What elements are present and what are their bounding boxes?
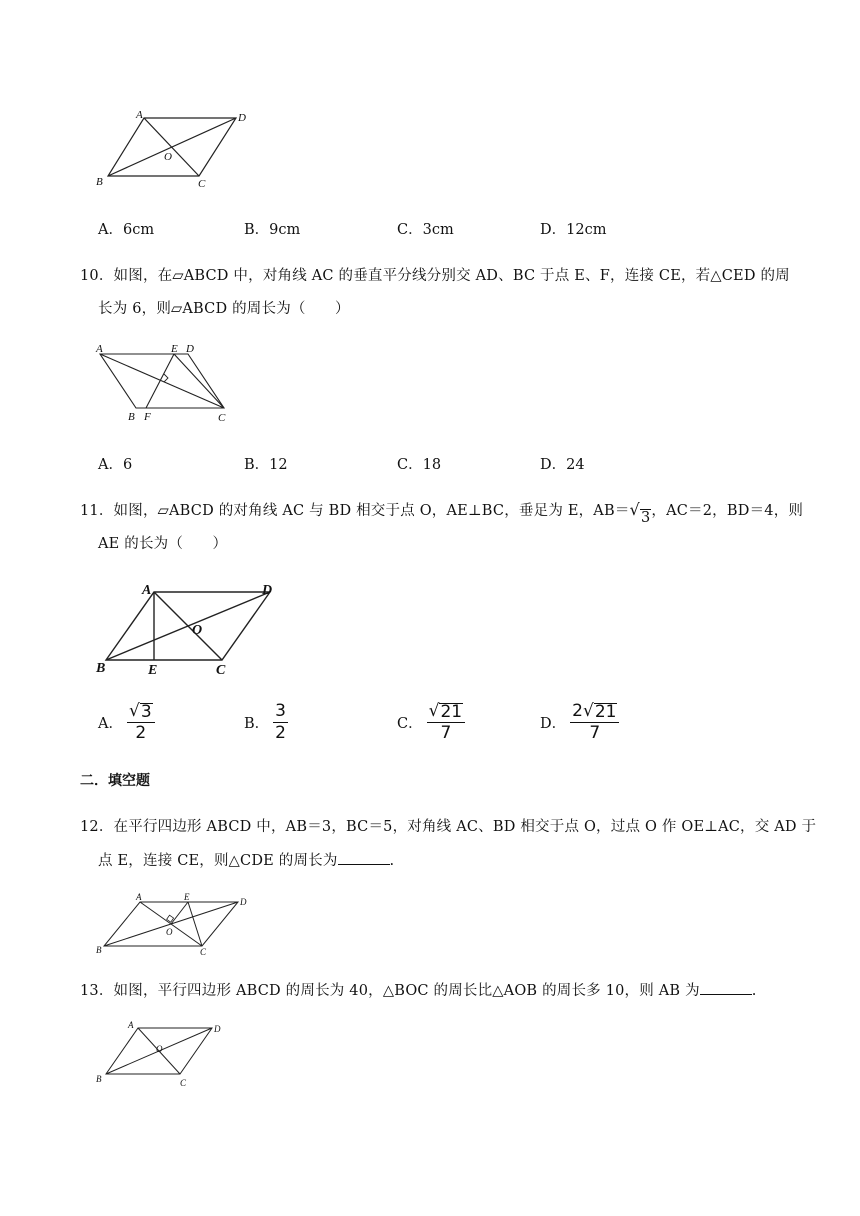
q10-label-f: F: [144, 411, 151, 423]
q13-stem-line1: [80, 974, 757, 1008]
q10-label-e: E: [171, 343, 178, 355]
q11-stem-line1: [80, 493, 803, 528]
q11-label-o: O: [192, 623, 203, 638]
q9-label-d: D: [238, 112, 246, 124]
q13-answer-blank[interactable]: [700, 980, 752, 995]
q12-stem-text: 点 E，连接 CE，则△CDE 的周长为: [98, 853, 338, 869]
q9-label-a: A: [136, 109, 143, 121]
q11-stem-text-1: 11．如图，▱ABCD 的对角线 AC 与 BD 相交于点 O，AE⊥BC，垂足为 E，AB＝: [80, 503, 630, 519]
q9-option-a[interactable]: A．6cm: [98, 222, 155, 238]
q10-option-c[interactable]: C．18: [397, 457, 442, 473]
q13-label-o: O: [156, 1044, 163, 1054]
q11-option-a-fraction: √ 3 2: [127, 702, 155, 743]
q11-figure: [92, 578, 282, 678]
q11-label-b: B: [96, 661, 106, 676]
q13-label-b: B: [96, 1074, 102, 1084]
q10-option-d[interactable]: D．24: [540, 457, 585, 473]
q12-answer-blank[interactable]: [338, 850, 390, 865]
q12-label-b: B: [96, 945, 102, 955]
q11-label-c: C: [216, 663, 226, 678]
q13-label-d: D: [214, 1024, 221, 1034]
q11-option-a[interactable]: [98, 702, 155, 743]
q12-label-d: D: [240, 897, 247, 907]
q11-option-d-numerator: 21: [594, 702, 617, 722]
q11-option-d-fraction: 2 √ 21 7: [570, 702, 619, 743]
q11-option-c-fraction: √ 21 7: [427, 702, 465, 743]
q11-option-a-letter: A．: [98, 716, 123, 732]
q11-label-e: E: [148, 663, 158, 678]
q12-stem-line1: 12．在平行四边形 ABCD 中，AB＝3，BC＝5，对角线 AC、BD 相交于点 O，过点 O 作 OE⊥AC，交 AD 于: [80, 819, 817, 835]
q11-option-a-numerator: 3: [140, 702, 152, 722]
q9-label-o: O: [164, 151, 172, 163]
q9-label-c: C: [198, 178, 206, 190]
q11-label-a: A: [142, 583, 152, 598]
q9-option-d[interactable]: D．12cm: [540, 222, 607, 238]
q11-option-b-denominator: 2: [275, 723, 286, 743]
q10-label-c: C: [218, 412, 226, 424]
q11-stem-line2: AE 的长为（ ）: [98, 536, 228, 552]
section-title: 二．填空题: [80, 773, 150, 789]
q12-stem-end: .: [389, 853, 395, 869]
q10-stem-line2: 长为 6，则▱ABCD 的周长为（ ）: [98, 301, 350, 317]
q13-label-a: A: [128, 1020, 134, 1030]
q9-label-b: B: [96, 176, 103, 188]
q11-option-d-denominator: 7: [589, 723, 601, 743]
q10-option-b[interactable]: B．12: [244, 457, 288, 473]
q12-label-c: C: [200, 947, 207, 957]
q10-label-a: A: [96, 343, 103, 355]
q11-option-d[interactable]: [540, 702, 619, 743]
q13-stem-end: .: [751, 983, 757, 999]
q9-option-c[interactable]: C．3cm: [397, 222, 454, 238]
q10-label-b: B: [128, 411, 135, 423]
q12-label-o: O: [166, 927, 173, 937]
q11-option-c-denominator: 7: [440, 723, 452, 743]
q13-stem-text: 13．如图，平行四边形 ABCD 的周长为 40，△BOC 的周长比△AOB 的周长多 10，则 AB 为: [80, 983, 700, 999]
q11-stem-text-2: ，AC＝2，BD＝4，则: [651, 503, 804, 519]
q13-figure: [92, 1016, 232, 1092]
q11-option-b[interactable]: [244, 702, 288, 743]
q10-stem-line1: 10．如图，在▱ABCD 中，对角线 AC 的垂直平分线分别交 AD、BC 于点 E、F，连接 CE，若△CED 的周: [80, 268, 790, 284]
q12-stem-line2: [98, 844, 394, 878]
q11-sqrt: √ 3: [629, 500, 651, 526]
q9-figure: [92, 104, 262, 194]
q11-sqrt-value: 3: [640, 510, 651, 526]
q9-option-b[interactable]: B．9cm: [244, 222, 301, 238]
q11-option-c-numerator: 21: [440, 702, 463, 722]
q11-option-a-denominator: 2: [135, 723, 147, 743]
q12-label-a: A: [136, 892, 142, 902]
q11-option-d-coefficient: 2: [572, 701, 583, 721]
q11-option-b-fraction: [273, 702, 288, 743]
q11-label-d: D: [262, 583, 273, 598]
q10-option-a[interactable]: A．6: [98, 457, 133, 473]
q10-label-d: D: [186, 343, 194, 355]
q11-option-c-letter: C．: [397, 716, 423, 732]
q11-option-c[interactable]: [397, 702, 465, 743]
q11-option-b-numerator: 3: [275, 701, 286, 721]
q11-option-b-letter: B．: [244, 716, 270, 732]
q10-figure: [92, 338, 242, 428]
q13-label-c: C: [180, 1078, 187, 1088]
q11-option-d-letter: D．: [540, 716, 567, 732]
q12-label-e: E: [184, 892, 190, 902]
q12-figure: [92, 890, 262, 960]
